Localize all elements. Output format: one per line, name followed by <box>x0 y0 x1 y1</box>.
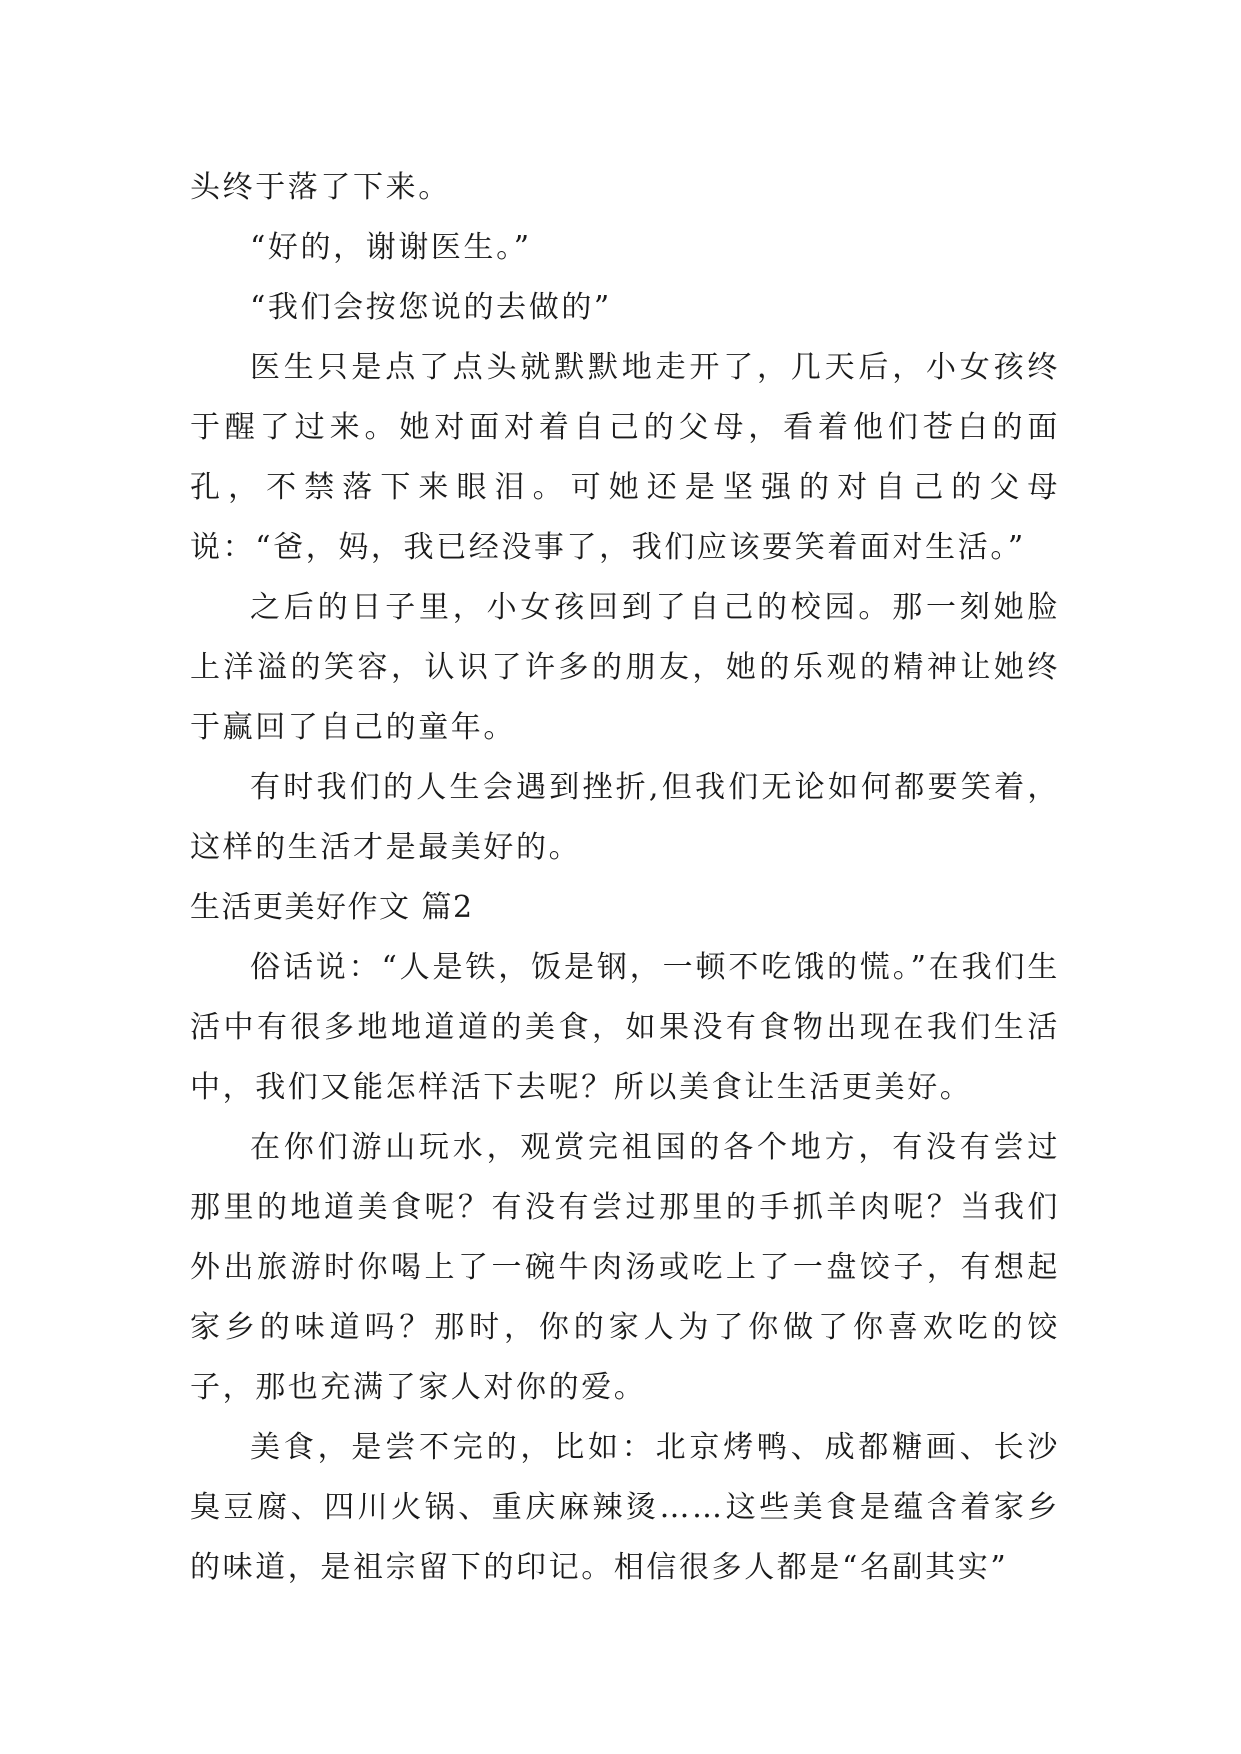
paragraph-girl-wakes: 医生只是点了点头就默默地走开了，几天后，小女孩终于醒了过来。她对面对着自己的父母，看着他们苍白的面孔，不禁落下来眼泪。可她还是坚强的对自己的父母说：“爸，妈，我已经没事了，我们应该要笑着面对生活。” <box>190 350 1060 565</box>
paragraph-dialogue-promise: “我们会按您说的去做的” <box>250 290 612 325</box>
paragraph-back-to-school: 之后的日子里，小女孩回到了自己的校园。那一刻她脸上洋溢的笑容，认识了许多的朋友，她的乐观的精神让她终于赢回了自己的童年。 <box>190 590 1060 745</box>
paragraph-continuation: 头终于落了下来。 <box>190 170 451 205</box>
paragraph-travel-food: 在你们游山玩水，观赏完祖国的各个地方，有没有尝过那里的地道美食呢？有没有尝过那里的手抓羊肉呢？当我们外出旅游时你喝上了一碗牛肉汤或吃上了一盘饺子，有想起家乡的味道吗？那时，你的家人为了你做了你喜欢吃的饺子，那也充满了家人对你的爱。 <box>190 1130 1060 1405</box>
paragraph-conclusion: 有时我们的人生会遇到挫折,但我们无论如何都要笑着，这样的生活才是最美好的。 <box>190 770 1060 865</box>
paragraph-proverb: 俗话说：“人是铁，饭是钢，一顿不吃饿的慌。”在我们生活中有很多地地道道的美食，如果没有食物出现在我们生活中，我们又能怎样活下去呢？所以美食让生活更美好。 <box>190 950 1060 1105</box>
paragraph-food-list: 美食，是尝不完的，比如：北京烤鸭、成都糖画、长沙臭豆腐、四川火锅、重庆麻辣烫……这些美食是蕴含着家乡的味道，是祖宗留下的印记。相信很多人都是“名副其实” <box>190 1430 1060 1585</box>
document-body <box>190 158 1060 1598</box>
paragraph-dialogue-thanks: “好的，谢谢医生。” <box>250 230 532 265</box>
section-heading: 生活更美好作文 篇2 <box>190 890 474 925</box>
